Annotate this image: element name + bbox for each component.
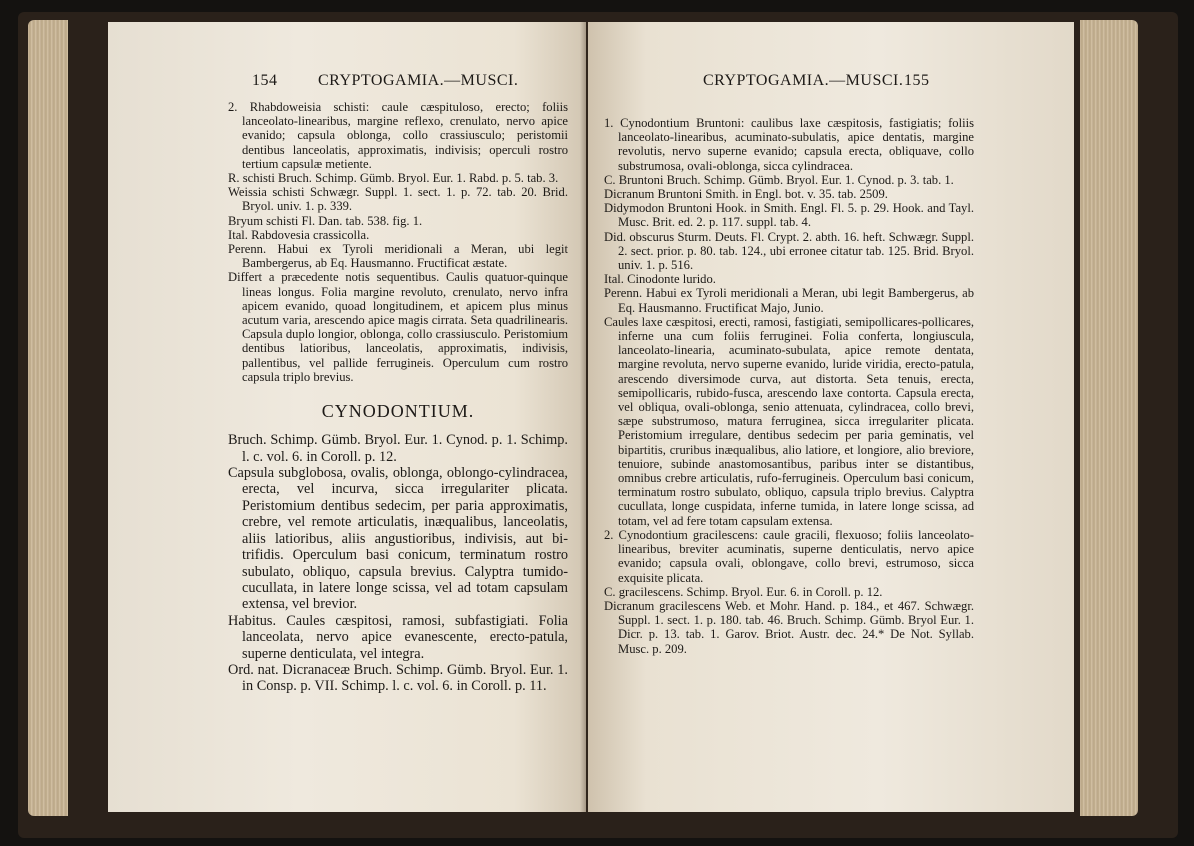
species-entry: 2. Rhabdoweisia schisti: caule cæspituloso, erecto; foliis lanceolato-linearibus, margine reflexo, crenulato, nervo apice evanido; capsula oblonga, collo crassiusculo; peristomii dentibus lanceolatis, approximatis, indivisis; operculi rostro tertium capsulæ metiente. [228,100,568,171]
synonym-line: Dicranum Bruntoni Smith. in Engl. bot. v. 35. tab. 2509. [604,187,888,202]
italian-name: Ital. Cinodonte lurido. [604,272,716,287]
genus-reference: Bruch. Schimp. Gümb. Bryol. Eur. 1. Cynod. p. 1. Schimp. l. c. vol. 6. in Coroll. p. 12. [228,432,568,465]
synonym-line: R. schisti Bruch. Schimp. Gümb. Bryol. Eur. 1. Rabd. p. 5. tab. 3. [228,171,559,186]
description: Caules laxe cæspitosi, erecti, ramosi, fastigiati, semipollicares-pollicares, inferne una cum foliis ferruginei. Folia conferta, longiuscula, lanceolato-linearia, acuminato-subulata, apice remote dentata, margine revoluta, nervo superne evanido, luride viridia, erecto-patula, arescendo diversimode curva, aut distorta. Seta tenuis, erecta, semipollicaris, rubido-fusca, arescendo laxe contorta. Capsula erecta, vel obliqua, ovali-oblonga, senio attenuata, cylindracea, collo brevi, sæpe substrumoso, matura ferruginea, sicca irregulariter plicata. Peristomium irregulare, dentibus sedecim per paria geminatis, vel bipartitis, cruribus inæqualibus, alio latiore, et longiore, alio breviore, tenuiore, subinde anastomosantibus, paribus inter se distantibus, omnibus crebre articulatis, rufo-ferrugineis. Operculum basi conicum, terminatum rostro subulato, obliquo, capsula triplo brevius. Calyptra cucullata, longe cuspidata, inferne tumida, in latere longe scissa, ad totam, vel ad fere totam capsulam extensa. [604,314,974,528]
right-page [588,22,1074,812]
right-page-text [604,116,974,656]
synonym-line: Weissia schisti Schwægr. Suppl. 1. sect. 1. p. 72. tab. 20. Brid. Bryol. univ. 1. p. 339. [228,185,568,214]
page-number: 154 [252,72,278,89]
genus-habitus: Habitus. Caules cæspitosi, ramosi, subfastigiati. Folia lanceolata, nervo apice evanescente, erecto-patula, superne denticulata, vel integra. [228,612,568,662]
habitat-note: Perenn. Habui ex Tyroli meridionali a Meran, ubi legit Bambergerus, ab Eq. Hausmanno. Fructificat Majo, Junio. [604,286,974,315]
synonym-line: Dicranum gracilescens Web. et Mohr. Hand. p. 184., et 467. Schwægr. Suppl. 1. sect. 1. p. 180. tab. 46. Bruch. Schimp. Gümb. Bryol Eur. 1. Dicr. p. 13. tab. 1. Garov. Briot. Austr. dec. 24.* De Not. Syllab. Musc. p. 209. [604,598,974,656]
italian-name: Ital. Rabdovesia crassicolla. [228,227,370,242]
synonym-line: Didymodon Bruntoni Hook. in Smith. Engl. Fl. 5. p. 29. Hook. and Tayl. Musc. Brit. ed. 2. p. 117. suppl. tab. 4. [604,201,974,230]
running-title: CRYPTOGAMIA.—MUSCI. [703,72,904,89]
synonym-line: Bryum schisti Fl. Dan. tab. 538. fig. 1. [228,213,423,228]
left-page [108,22,586,812]
left-page-text [228,100,568,695]
genus-description: Capsula subglobosa, ovalis, oblonga, oblongo-cylindracea, erecta, vel incurva, sicca irregulariter plicata. Peristomium dentibus sedecim, per paria approximatis, crebre, vel remote articulatis, inæqualibus, lanceolatis, aliis latioribus, aliis angustioribus, indivisis, aut bi-trifidis. Operculum basi conicum, terminatum rostro subulato, obliquo, capsula brevius. Calyptra tumido-cucullata, in latere longe scissa, vel ad totam capsulam extensa, vel brevior. [228,465,568,613]
page-number: 155 [904,72,930,89]
species-entry: 1. Cynodontium Bruntoni: caulibus laxe cæspitosis, fastigiatis; foliis lanceolato-linearibus, acuminato-subulatis, apice dentatis, margine revolutis, nervo superne evanido; capsula erecta, obliquave, collo substrumosa, ovali-oblonga, sicca cylindracea. [604,116,974,173]
page-edges-right [1080,20,1138,816]
genus-heading: CYNODONTIUM. [321,401,475,422]
synonym-line: C. Bruntoni Bruch. Schimp. Gümb. Bryol. Eur. 1. Cynod. p. 3. tab. 1. [604,172,954,187]
genus-order: Ord. nat. Dicranaceæ Bruch. Schimp. Gümb. Bryol. Eur. 1. in Consp. p. VII. Schimp. l. c. vol. 6. in Coroll. p. 11. [228,661,568,695]
species-entry: 2. Cynodontium gracilescens: caule gracili, flexuoso; foliis lanceolato-linearibus, breviter acuminatis, superne denticulatis, nervo apice evanido; capsula ovali, oblongave, collo brevi, estrumoso, sicca exquisite plicata. [604,527,974,585]
habitat-note: Perenn. Habui ex Tyroli meridionali a Meran, ubi legit Bambergerus, ab Eq. Hausmanno. Fructificat æstate. [228,242,568,271]
running-title: CRYPTOGAMIA.—MUSCI. [318,72,519,89]
synonym-line: C. gracilescens. Schimp. Bryol. Eur. 6. in Coroll. p. 12. [604,584,883,599]
synonym-line: Did. obscurus Sturm. Deuts. Fl. Crypt. 2. abth. 16. heft. Schwægr. Suppl. 2. sect. prior. p. 80. tab. 124., ubi erronee citatur tab. 125. Brid. Bryol. univ. 1. p. 516. [604,229,974,273]
page-edges-left [28,20,68,816]
description: Differt a præcedente notis sequentibus. Caulis quatuor-quinque lineas longus. Folia margine revoluto, crenulato, nervo infra apicem evanido, quoad longitudinem, et apicem plus minus acutum varia, arescendo apice magis cirrata. Seta quadrilinearis. Capsula duplo longior, oblonga, collo crassiusculo. Peristomium dentibus latioribus, lanceolatis, approximatis, indivisis, pallentibus, vel pallide ferrugineis. Operculum cum rostro capsula triplo brevius. [228,270,568,384]
